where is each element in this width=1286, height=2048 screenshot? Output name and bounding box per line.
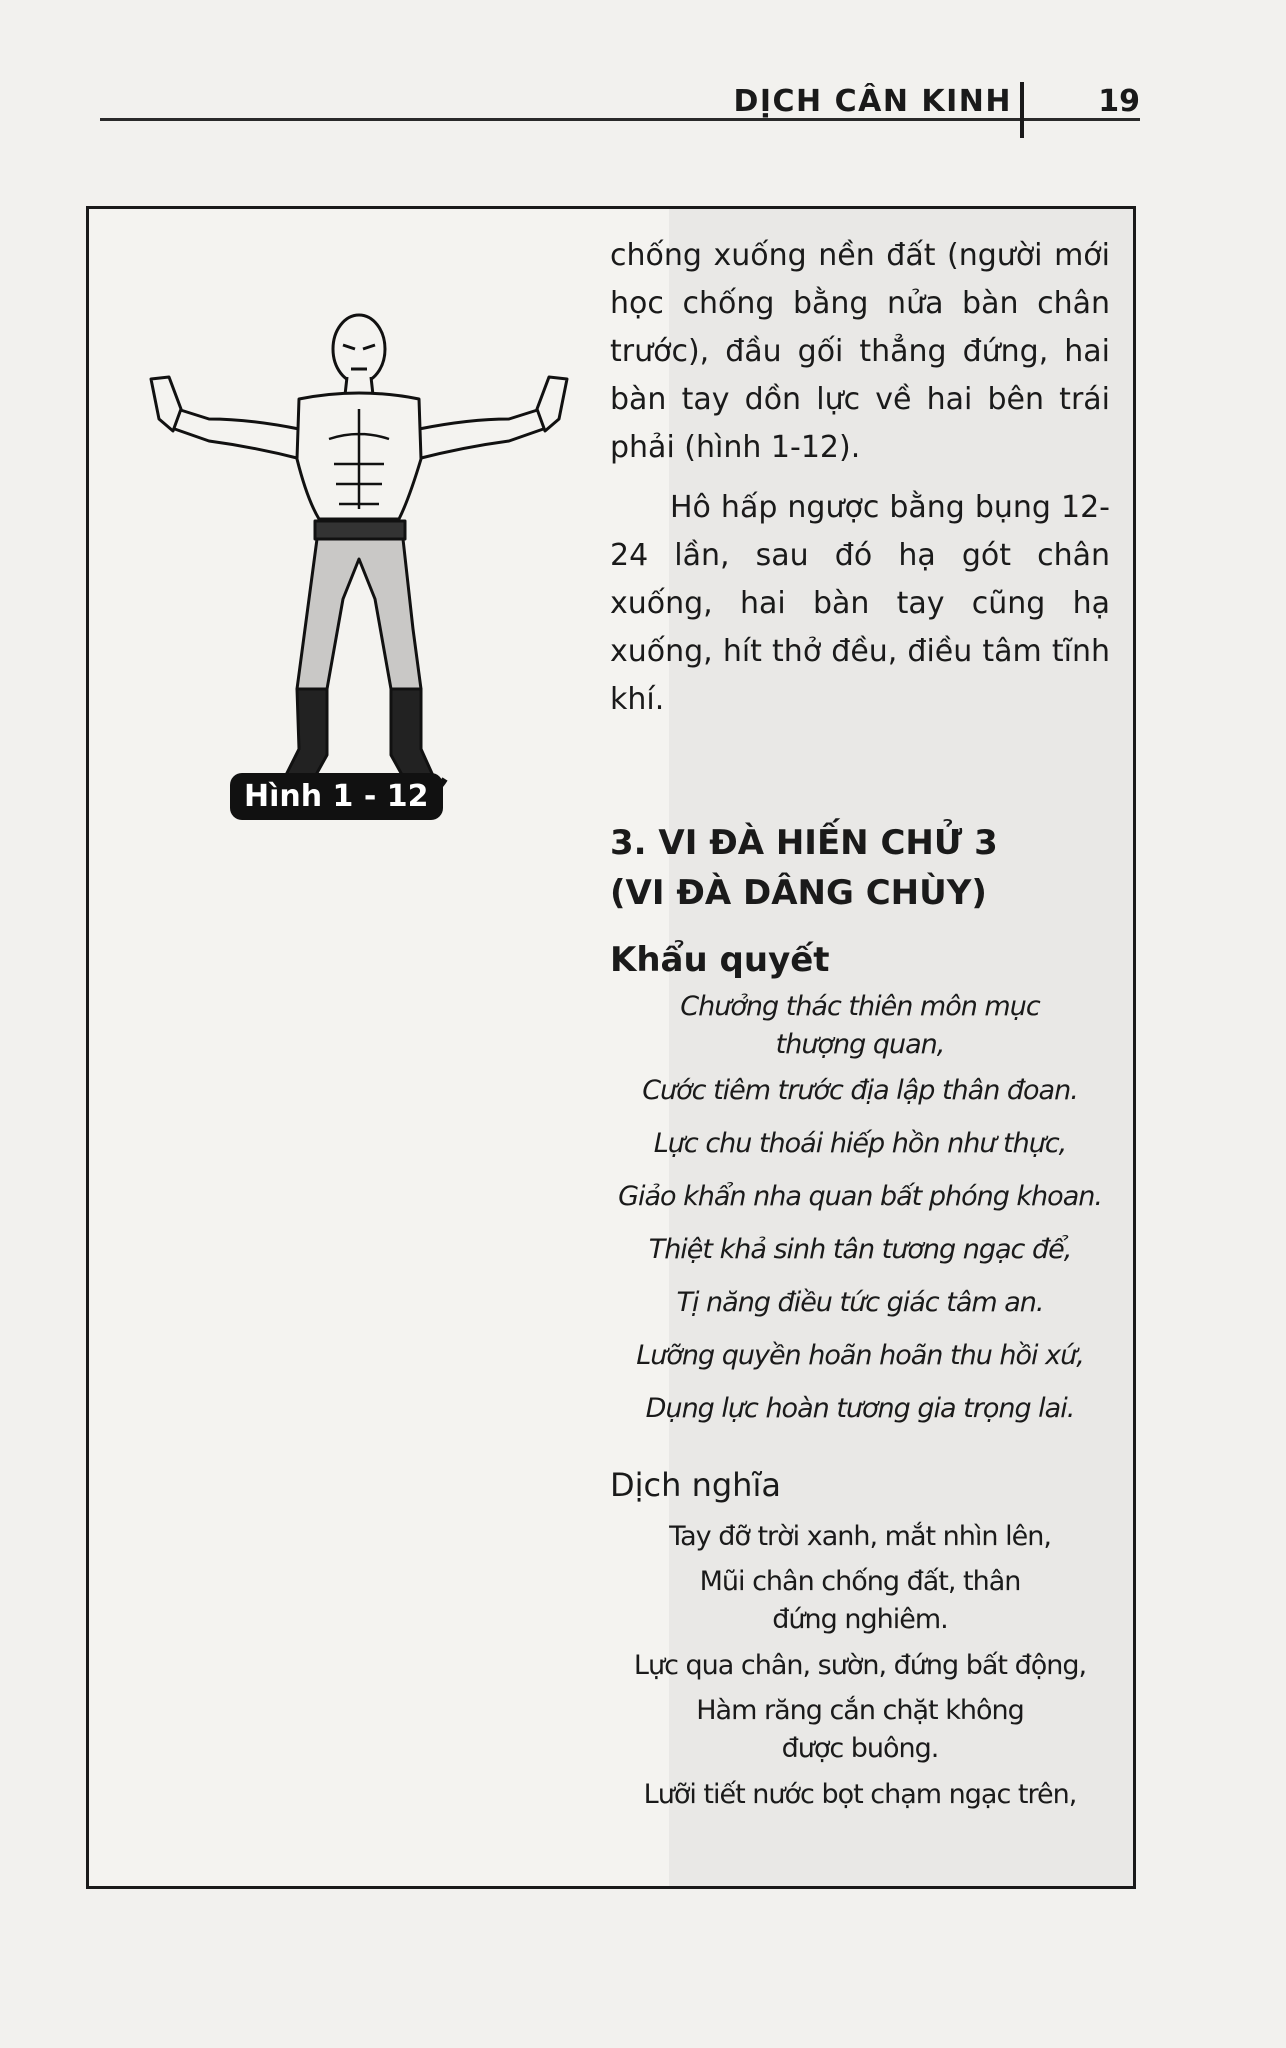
body-paragraph-1: chống xuống nền đất (người mới học chống bằng nửa bàn chân trước), đầu gối thẳng đứng, hai bàn tay dồn lực về hai bên trái phải (hình 1-12). [610,238,1110,465]
page-number: 19 [1098,84,1140,119]
verse-line: Giảo khẩn nha quan bất phóng khoan. [618,1181,1102,1212]
section-heading-block [610,818,1110,918]
body-text-column [610,232,1110,724]
figure-caption: Hình 1 - 12 [230,773,443,820]
khau-quyet-verse [610,988,1110,1435]
dich-nghia-verse [610,1510,1110,1821]
verse-line: Tị năng điều tức giác tâm an. [676,1287,1044,1318]
verse-line: thượng quan, [775,1029,945,1060]
verse-line: Lực qua chân, sườn, đứng bất động, [633,1650,1087,1681]
khau-quyet-label: Khẩu quyết [610,940,830,980]
dich-nghia-label: Dịch nghĩa [610,1466,781,1504]
verse-line: Chưởng thác thiên môn mục [680,991,1040,1022]
verse-line: Dụng lực hoàn tương gia trọng lai. [645,1393,1075,1424]
verse-line: Thiệt khả sinh tân tương ngạc để, [648,1234,1072,1265]
verse-line: Lưỡng quyền hoãn hoãn thu hồi xứ, [636,1340,1084,1371]
body-paragraph-2: Hô hấp ngược bằng bụng 12-24 lần, sau đó hạ gót chân xuống, hai bàn tay cũng hạ xuống, hít thở đều, điều tâm tĩnh khí. [610,490,1110,717]
section-heading-line-1: 3. VI ĐÀ HIẾN CHỬ 3 [610,823,998,863]
verse-line: Tay đỡ trời xanh, mắt nhìn lên, [669,1521,1051,1552]
verse-line: đứng nghiêm. [772,1604,948,1635]
verse-line: Lực chu thoái hiếp hồn như thực, [653,1128,1067,1159]
running-header [100,80,1140,130]
exercise-figure-illustration [129,269,589,829]
dich-nghia-block [610,1466,1110,1821]
verse-line: Cước tiêm trước địa lập thân đoan. [642,1075,1078,1106]
header-separator [1020,82,1024,138]
khau-quyet-block [610,940,1110,1435]
verse-line: Hàm răng cắn chặt không [696,1695,1024,1726]
verse-line: Mũi chân chống đất, thân [699,1566,1021,1597]
verse-line: Lưỡi tiết nước bọt chạm ngạc trên, [643,1779,1077,1810]
section-heading-line-2: (VI ĐÀ DÂNG CHÙY) [610,873,987,913]
book-title: DỊCH CÂN KINH [733,84,1012,119]
verse-line: được buông. [781,1733,939,1764]
